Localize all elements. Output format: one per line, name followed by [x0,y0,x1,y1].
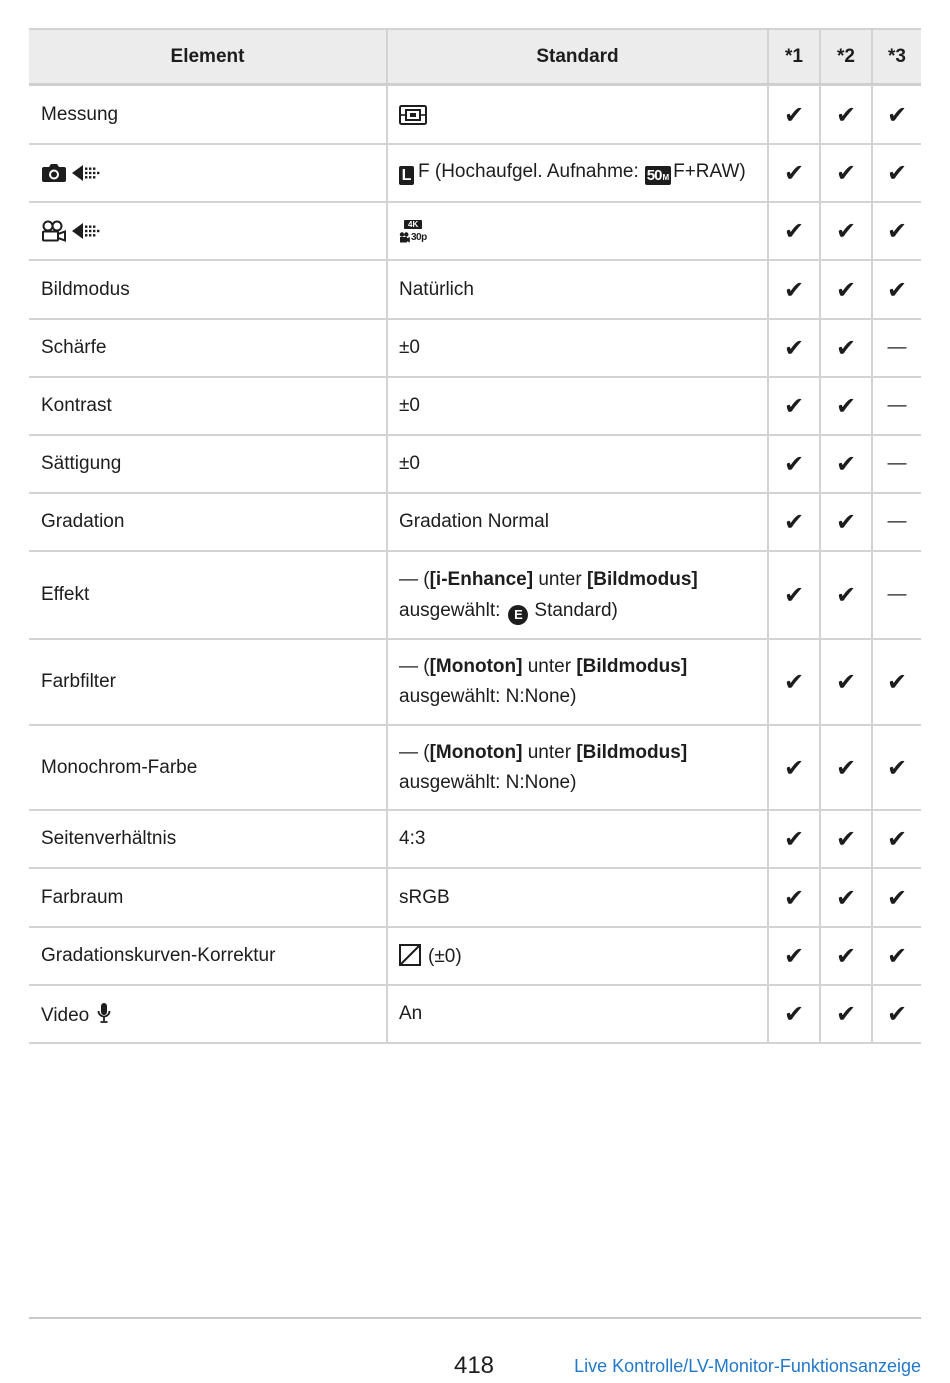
standard-value: ±0 [399,395,420,416]
col-1-cell: ✔ [767,640,819,724]
col-3-cell: — [871,320,921,376]
menu-ref-bildmodus: [Bildmodus] [576,656,688,677]
col-1-cell: ✔ [767,203,819,259]
element-label: Video [41,1004,90,1026]
col-2-cell: ✔ [819,378,871,434]
col-1-cell: ✔ [767,552,819,638]
col-1-cell: ✔ [767,86,819,143]
table-row-seitenverhaeltnis [29,811,921,869]
table-row-saettigung [29,436,921,494]
standard-value: ±0 [399,337,420,358]
element-label: Farbraum [41,886,124,908]
table-row-effekt [29,552,921,640]
col-1-cell: ✔ [767,494,819,550]
frame-rate-label: 30p [411,231,427,243]
element-cell [29,869,386,926]
col-3-cell: — [871,552,921,638]
standard-cell [386,928,767,984]
standard-value: Gradation Normal [399,511,549,532]
element-label: Farbfilter [41,671,116,692]
element-cell [29,986,386,1042]
movie-reel-icon [399,232,410,243]
standard-text-2: F+RAW) [673,161,746,182]
col-2-cell: ✔ [819,494,871,550]
element-label: Messung [41,103,119,125]
col-2-cell: ✔ [819,261,871,318]
high-res-number: 50 [646,167,662,184]
standard-middle: unter [522,656,577,677]
col-1-cell: ✔ [767,320,819,376]
standard-value: An [399,1003,423,1024]
standard-line-2: ausgewählt: N:None) [399,686,577,707]
table-row-bildmodus [29,261,921,320]
col-3-cell: ✔ [871,203,921,259]
col-1-cell: ✔ [767,811,819,867]
element-cell [29,726,386,809]
col-1-cell: ✔ [767,261,819,318]
menu-ref-bildmodus: [Bildmodus] [576,741,688,763]
element-value [41,1002,111,1027]
standard-cell [386,436,767,492]
element-cell [29,320,386,376]
element-label: Bildmodus [41,278,130,300]
element-label: Gradation [41,511,125,532]
standard-prefix: — ( [399,741,430,763]
col-2-cell: ✔ [819,726,871,809]
camera-icon [41,163,67,183]
col-1-cell: ✔ [767,145,819,201]
standard-text-1: F (Hochaufgel. Aufnahme: [418,161,639,182]
col-3-cell: ✔ [871,640,921,724]
menu-ref-monoton: [Monoton] [429,656,523,677]
menu-ref-monoton: [Monoton] [429,741,523,763]
col-3-cell: ✔ [871,86,921,143]
element-label: Seitenverhältnis [41,828,177,849]
video-camera-icon [41,220,67,242]
standard-cell [386,320,767,376]
col-2-cell: ✔ [819,928,871,984]
element-label: Kontrast [41,395,112,416]
element-cell [29,436,386,492]
element-cell [29,86,386,143]
col-3-cell: ✔ [871,986,921,1042]
col-3-cell: ✔ [871,928,921,984]
table-row-monochrom-farbe [29,726,921,811]
standard-line-2 [399,595,698,626]
col-3-cell: — [871,378,921,434]
element-label: Gradationskurven-Korrektur [41,945,276,966]
footer-divider [29,1317,921,1319]
settings-table [29,28,921,1044]
standard-cell [386,203,767,259]
col-3-cell: — [871,494,921,550]
high-res-unit: M [662,173,670,182]
movie-quality-icon [399,220,429,243]
header-element: Element [170,45,245,67]
col-2-cell: ✔ [819,552,871,638]
standard-cell [386,261,767,318]
standard-text: (±0) [428,946,462,967]
element-cell [29,928,386,984]
table-row-schaerfe [29,320,921,378]
menu-ref-bildmodus: [Bildmodus] [586,569,698,590]
element-cell [29,261,386,318]
section-title-link[interactable]: Live Kontrolle/LV-Monitor-Funktionsanzeige [574,1356,921,1376]
standard-cell [386,986,767,1042]
col-2-cell: ✔ [819,869,871,926]
standard-line-1 [399,652,687,682]
microphone-icon [97,1002,111,1024]
resolution-badge: 4K [404,220,422,229]
table-row-still-quality [29,145,921,203]
col-3-cell: ✔ [871,261,921,318]
col-1-cell: ✔ [767,986,819,1042]
element-cell [29,552,386,638]
table-row-video-mic [29,986,921,1044]
standard-cell [386,869,767,926]
header-col-1: *1 [767,30,819,83]
col-3-cell: ✔ [871,726,921,809]
table-header-row [29,30,921,86]
element-label: Sättigung [41,453,122,474]
sequential-shooting-icon [71,221,101,241]
tone-curve-icon [399,944,421,966]
element-cell [29,494,386,550]
col-3-cell: — [871,436,921,492]
header-col-2: *2 [819,30,871,83]
standard-value [399,738,687,798]
col-2-cell: ✔ [819,986,871,1042]
element-cell [29,640,386,724]
standard-value: 4:3 [399,828,426,849]
col-2-cell: ✔ [819,145,871,201]
standard-line-1 [399,738,687,768]
standard-value [399,564,698,626]
element-cell [29,203,386,259]
standard-prefix: — ( [399,569,430,590]
table-row-gradation [29,494,921,552]
element-label: Monochrom-Farbe [41,756,198,778]
col-1-cell: ✔ [767,436,819,492]
standard-line-2: ausgewählt: N:None) [399,771,577,793]
standard-cell [386,145,767,201]
standard-value: sRGB [399,886,450,908]
standard-middle: unter [533,569,587,590]
standard-cell [386,811,767,867]
standard-cell [386,640,767,724]
standard-prefix: — ( [399,656,430,677]
table-row-farbfilter [29,640,921,726]
col-2-cell: ✔ [819,86,871,143]
element-label: Effekt [41,584,90,605]
table-row-farbraum [29,869,921,928]
standard-value [399,652,687,712]
page-number: 418 [453,1352,495,1379]
standard-value: ±0 [399,453,420,474]
element-label: Schärfe [41,337,107,358]
standard-value [399,161,746,185]
table-row-gradationskurven [29,928,921,986]
col-3-cell: ✔ [871,811,921,867]
table-row-movie-quality [29,203,921,261]
high-res-50m-icon [645,166,671,185]
standard-value [399,944,462,968]
standard-line2-suffix: Standard) [534,600,618,621]
standard-middle: unter [522,741,577,763]
col-1-cell: ✔ [767,726,819,809]
element-cell [29,145,386,201]
element-cell [29,378,386,434]
sequential-shooting-icon [71,163,101,183]
col-2-cell: ✔ [819,320,871,376]
standard-value: Natürlich [399,278,474,300]
col-2-cell: ✔ [819,203,871,259]
col-3-cell: ✔ [871,869,921,926]
table-row-kontrast [29,378,921,436]
col-2-cell: ✔ [819,436,871,492]
esp-metering-icon [399,105,427,125]
col-2-cell: ✔ [819,811,871,867]
col-1-cell: ✔ [767,928,819,984]
standard-line2-prefix: ausgewählt: [399,600,501,621]
standard-cell [386,726,767,809]
header-col-3: *3 [871,30,921,83]
col-3-cell: ✔ [871,145,921,201]
standard-cell [386,378,767,434]
col-1-cell: ✔ [767,869,819,926]
menu-ref-i-enhance: [i-Enhance] [429,569,534,590]
standard-cell [386,86,767,143]
standard-cell [386,552,767,638]
image-size-l-icon: L [399,166,414,185]
element-cell [29,811,386,867]
table-row-messung [29,86,921,145]
effect-e-icon: E [508,605,528,625]
col-1-cell: ✔ [767,378,819,434]
standard-cell [386,494,767,550]
col-2-cell: ✔ [819,640,871,724]
header-standard: Standard [386,30,767,83]
standard-line-1 [399,564,698,595]
